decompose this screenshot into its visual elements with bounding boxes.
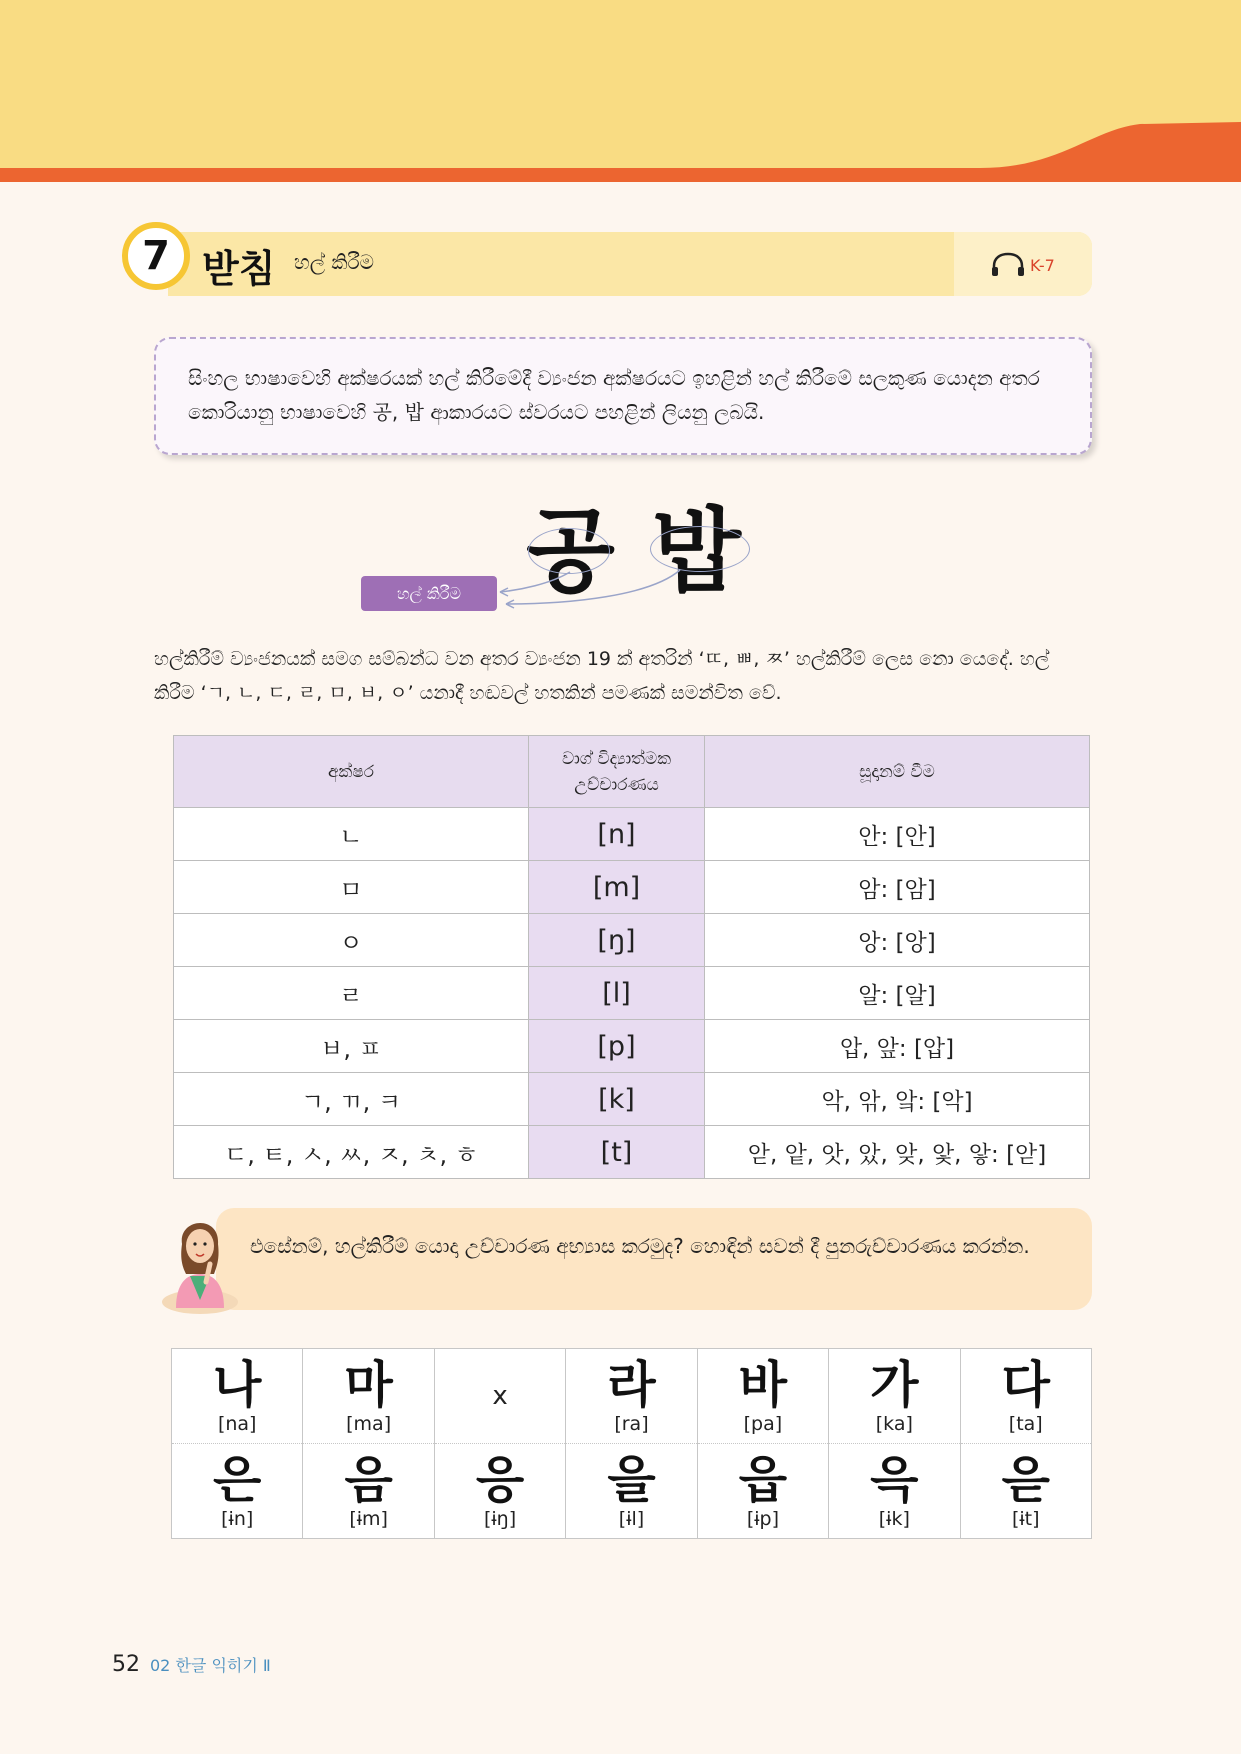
practice-romanization: [ma]: [346, 1413, 392, 1435]
practice-char: 다: [1001, 1356, 1050, 1414]
practice-romanization: [ɨt]: [1011, 1508, 1040, 1530]
table-row: [174, 808, 1090, 861]
practice-row-batchim: [172, 1444, 1092, 1539]
practice-cell[interactable]: [566, 1349, 697, 1444]
pointer-arrows: [490, 560, 690, 610]
row-letter: ㄹ: [174, 967, 529, 1020]
table-row: [174, 1126, 1090, 1179]
teacher-avatar-icon: [160, 1204, 238, 1314]
practice-char: 나: [213, 1356, 262, 1414]
page-number: 52: [112, 1652, 140, 1677]
practice-char: 읍: [738, 1451, 788, 1509]
practice-row-open-syllables: [172, 1349, 1092, 1444]
speech-bubble: [216, 1208, 1092, 1310]
hal-kirima-tag: හල් කිරීම: [361, 576, 497, 611]
row-ipa: [ŋ]: [529, 914, 705, 967]
practice-char: 가: [870, 1356, 919, 1414]
practice-char: 라: [607, 1356, 656, 1414]
practice-char: 읃: [1001, 1451, 1050, 1509]
speech-text: එසේනම්, හල්කිරීම් යොදා උච්චාරණ අභ්‍යාස කරමුද? හොඳින් සවන් දී පුනරුච්චාරණය කරන්න.: [250, 1234, 1030, 1258]
row-ipa: [m]: [529, 861, 705, 914]
top-banner: [0, 0, 1241, 182]
practice-romanization: [ka]: [875, 1413, 913, 1435]
practice-cell[interactable]: [172, 1444, 303, 1539]
row-example: 악, 앆, 앜: [악]: [705, 1073, 1090, 1126]
row-letter: ㅂ, ㅍ: [174, 1020, 529, 1073]
header-letter: අක්ෂර: [174, 736, 529, 808]
header-example: සූදානම් වීම: [705, 736, 1090, 808]
practice-romanization: [ɨk]: [878, 1508, 910, 1530]
practice-cell[interactable]: [303, 1349, 434, 1444]
practice-cell[interactable]: [960, 1444, 1091, 1539]
practice-romanization: [ra]: [614, 1413, 649, 1435]
practice-romanization: [na]: [217, 1413, 257, 1435]
table-row: [174, 1073, 1090, 1126]
practice-romanization: [ɨm]: [349, 1508, 388, 1530]
audio-code: K-7: [1030, 255, 1055, 275]
practice-char: 마: [344, 1356, 393, 1414]
note-box: [154, 337, 1092, 455]
row-letter: ㄴ: [174, 808, 529, 861]
practice-grid: [171, 1348, 1092, 1539]
audio-track[interactable]: [990, 252, 1055, 278]
row-ipa: [k]: [529, 1073, 705, 1126]
table-row: [174, 1020, 1090, 1073]
practice-cell[interactable]: [434, 1444, 565, 1539]
note-text: සිංහල භාෂාවෙහි අක්ෂරයක් හල් කිරීමේදී ව්‍යංජන අක්ෂරයට ඉහළින් හල් කිරීමේ සලකුණ යොදන අතර කොරියානු භාෂාවෙහි 공, 밥 ආකාරයට ස්වරයට පහළින් ලියනු ලබයි.: [188, 366, 1040, 424]
practice-char: 윽: [870, 1451, 919, 1509]
example-letter-gong: 공: [526, 498, 615, 605]
row-letter: ㄱ, ㄲ, ㅋ: [174, 1073, 529, 1126]
practice-cell[interactable]: [566, 1444, 697, 1539]
row-letter: ㄷ, ㅌ, ㅅ, ㅆ, ㅈ, ㅊ, ㅎ: [174, 1126, 529, 1179]
practice-char: 은: [213, 1451, 262, 1509]
practice-romanization: [ta]: [1008, 1413, 1043, 1435]
practice-char: 바: [738, 1356, 788, 1414]
practice-romanization: [ɨp]: [746, 1508, 779, 1530]
row-example: 앙: [앙]: [705, 914, 1090, 967]
practice-char: 음: [344, 1451, 393, 1509]
explanation-paragraph: හල්කිරීම් ව්‍යංජනයක් සමග සම්බන්ධ වන අතර ව්‍යංජන 19 ක් අතරින් ‘ㄸ, ㅃ, ㅉ’ හල්කිරීම් ලෙස නො යෙදේ. හල් කිරීම ‘ㄱ, ㄴ, ㄷ, ㄹ, ㅁ, ㅂ, ㅇ’ යනාදී හඬවල් හතකින් පමණක් සමන්විත වේ.: [154, 648, 1050, 704]
practice-none-mark: x: [492, 1381, 508, 1411]
practice-cell[interactable]: [303, 1444, 434, 1539]
practice-char: 을: [607, 1451, 656, 1509]
headphones-icon: [990, 252, 1026, 278]
practice-char: 응: [475, 1451, 525, 1509]
row-ipa: [t]: [529, 1126, 705, 1179]
practice-cell[interactable]: [697, 1444, 828, 1539]
practice-cell-empty: [434, 1349, 565, 1444]
section-header: [122, 222, 1092, 298]
row-example: 알: [알]: [705, 967, 1090, 1020]
section-number: 7: [122, 222, 190, 290]
practice-cell[interactable]: [829, 1444, 960, 1539]
row-example: 암: [암]: [705, 861, 1090, 914]
table-header-row: [174, 736, 1090, 808]
row-letter: ㅁ: [174, 861, 529, 914]
row-example: 안: [안]: [705, 808, 1090, 861]
row-ipa: [l]: [529, 967, 705, 1020]
page-footer: [112, 1652, 271, 1677]
practice-cell[interactable]: [960, 1349, 1091, 1444]
chapter-title: 02 한글 익히기 Ⅱ: [150, 1656, 271, 1675]
pronunciation-table: [173, 735, 1090, 1179]
table-row: [174, 861, 1090, 914]
header-ipa: වාග් විද්‍යාත්මක උච්චාරණය: [529, 736, 705, 808]
row-example: 앋, 앝, 앗, 았, 앚, 앛, 앟: [앋]: [705, 1126, 1090, 1179]
practice-romanization: [ɨŋ]: [483, 1508, 517, 1530]
example-letter-bap: 밥: [652, 498, 741, 605]
practice-cell[interactable]: [697, 1349, 828, 1444]
section-title: 받침: [202, 247, 276, 291]
row-example: 압, 앞: [압]: [705, 1020, 1090, 1073]
table-row: [174, 967, 1090, 1020]
practice-romanization: [pa]: [743, 1413, 783, 1435]
practice-romanization: [ɨl]: [618, 1508, 645, 1530]
row-ipa: [p]: [529, 1020, 705, 1073]
practice-cell[interactable]: [172, 1349, 303, 1444]
practice-romanization: [ɨn]: [221, 1508, 254, 1530]
section-subtitle: හල් කිරීම: [294, 250, 375, 274]
practice-cell[interactable]: [829, 1349, 960, 1444]
table-row: [174, 914, 1090, 967]
row-ipa: [n]: [529, 808, 705, 861]
row-letter: ㅇ: [174, 914, 529, 967]
